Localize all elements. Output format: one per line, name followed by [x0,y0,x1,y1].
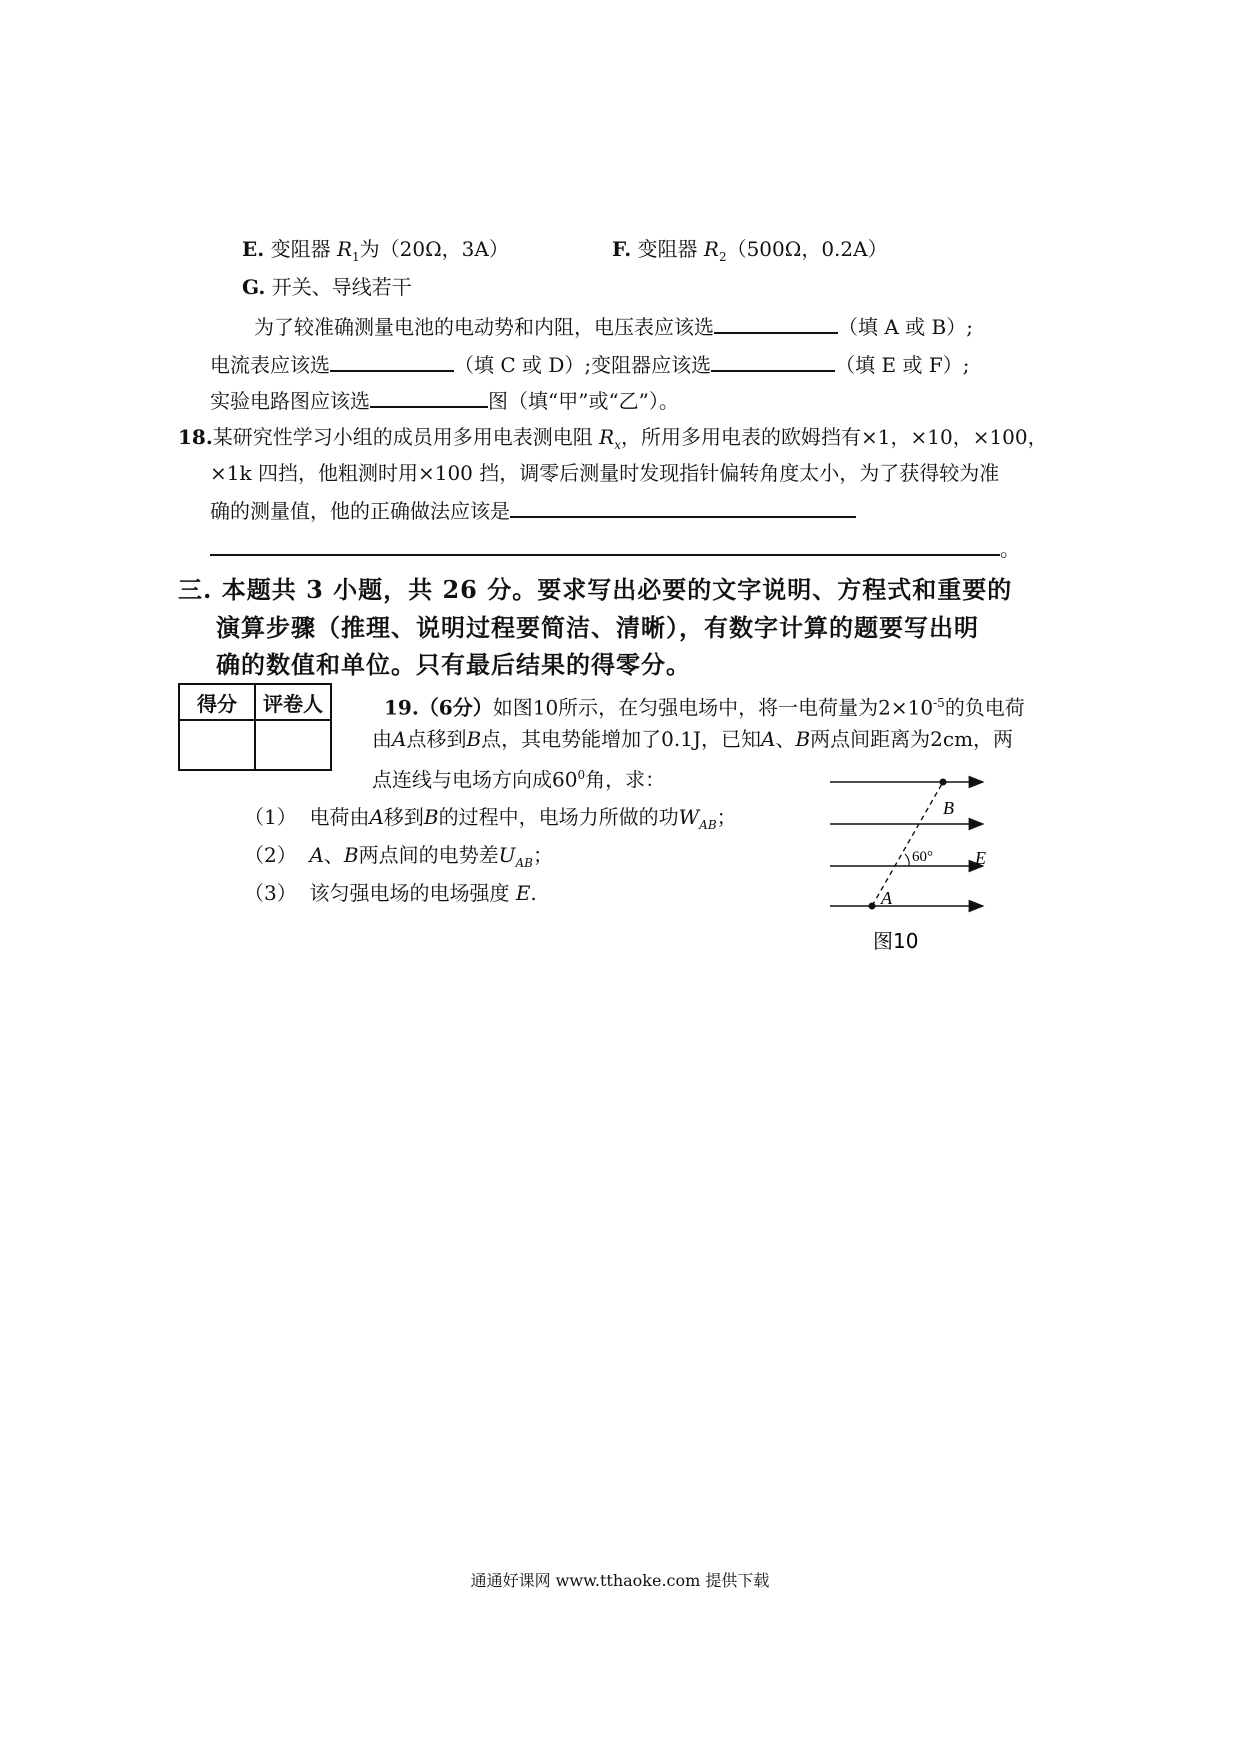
page-footer: 通通好课网 www.tthaoke.com 提供下载 [470,1571,770,1590]
answer-blank-voltmeter[interactable] [714,310,838,334]
q18-line1: 18.某研究性学习小组的成员用多用电表测电阻 $R_x$，所用多用电表的欧姆挡有×1，×10，×100， [178,425,1048,452]
q19-line1: 19.（6分）如图10所示，在匀强电场中，将一电荷量为$2\times 10^{-5}$的负电荷 [384,695,1025,720]
figure-10 [825,770,1005,974]
q18-line2: ×1k 四挡，他粗测时用×100 挡，调零后测量时发现指针偏转角度太小，为了获得较为准 [210,461,1000,485]
option-f: F. 变阻器 $R_2(500\Omega$，0.2A） [612,237,888,264]
q19-line2: 由A点移到B点，其电势能增加了0.1J，已知A、B两点间距离为2cm，两 [372,727,1014,751]
figure-caption: 图10 [873,929,919,953]
answer-blank-circuit[interactable] [370,384,488,408]
q18-line4: 。 [210,532,1020,564]
angle-label: 60° [912,849,933,865]
q17-line2: 电流表应该选 （填 C 或 D）;变阻器应该选 （填 E 或 F）; [210,348,969,380]
q19-sub1: （1） 电荷由A移到B的过程中，电场力所做的功$W_{AB}$； [244,805,737,832]
answer-blank-q18-a[interactable] [510,494,856,518]
option-g: G. 开关、导线若干 [242,275,412,299]
grader-cell[interactable] [255,720,331,770]
answer-blank-q18-b[interactable] [210,532,1000,556]
q18-line3: 确的测量值，他的正确做法应该是 [210,494,856,526]
score-table [178,683,332,771]
score-cell[interactable] [179,720,255,770]
label-a: A [881,888,892,908]
section-3-line1: 三. 本题共 3 小题，共 26 分。要求写出必要的文字说明、方程式和重要的 [178,575,1013,604]
answer-blank-ammeter[interactable] [330,348,454,372]
option-e: E. 变阻器 $R_1$为（20Ω，3A） [242,237,509,264]
q19-sub2: （2） A、B两点间的电势差$U_{AB}$； [244,843,553,870]
section-3-line2: 演算步骤（推理、说明过程要简洁、清晰），有数字计算的题要写出明 [216,613,979,642]
electric-field-diagram [825,770,1005,970]
q19-line3: 点连线与电场方向成$60^0$角，求： [372,767,666,792]
q19-sub3: （3） 该匀强电场的电场强度 E. [244,881,537,905]
section-3-line3: 确的数值和单位。只有最后结果的得零分。 [216,650,691,679]
answer-blank-rheostat[interactable] [711,348,835,372]
label-e: E [975,848,986,868]
q17-line1: 为了较准确测量电池的电动势和内阻，电压表应该选 （填 A 或 B）; [254,310,973,342]
point-b [940,779,947,786]
label-b: B [943,798,954,818]
q17-line3: 实验电路图应该选 图（填“甲”或“乙”）。 [210,384,679,416]
score-header: 得分 [179,684,255,720]
point-a [869,903,876,910]
grader-header: 评卷人 [255,684,331,720]
angle-arc [905,854,909,866]
